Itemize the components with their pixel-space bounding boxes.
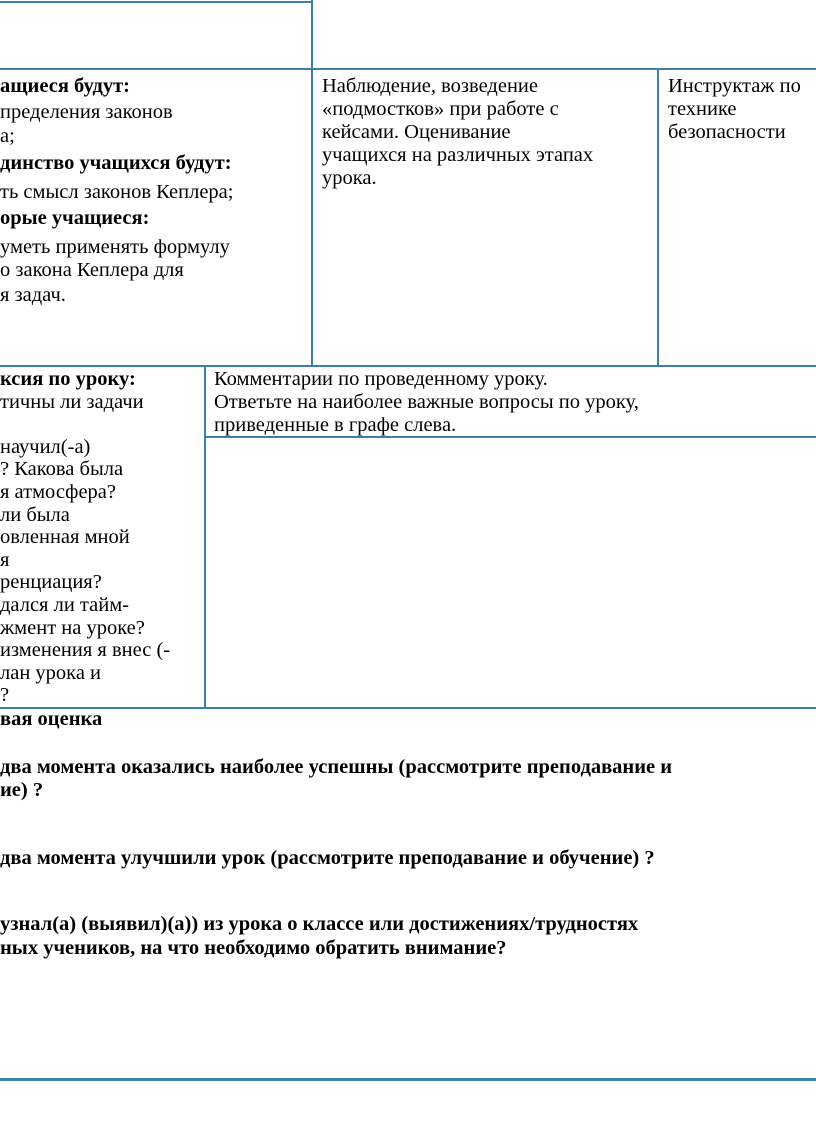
reflection-question-line: научил(-а) xyxy=(0,435,91,458)
reflection-question-line: ксия по уроку: xyxy=(0,368,136,390)
reflection-question-line: я xyxy=(0,548,10,571)
bottom-border xyxy=(0,1078,816,1081)
objective-line: я задач. xyxy=(0,284,66,306)
summary-question-line: два момента оказались наиболее успешны (рассмотрите преподавание и xyxy=(0,756,673,778)
reflection-question-line: тичны ли задачи xyxy=(0,390,144,413)
comment-line: Комментарии по проведенному уроку. xyxy=(214,368,548,390)
reflection-question-line: ли была xyxy=(0,503,70,526)
reflection-question-line: лан урока и xyxy=(0,661,102,684)
objective-line: динство учащихся будут: xyxy=(0,152,232,174)
col-divider-2 xyxy=(657,68,659,367)
col-divider-1 xyxy=(311,0,313,367)
summary-question-line: два момента улучшили урок (рассмотрите преподавание и обучение) ? xyxy=(0,847,655,869)
objective-line: ть смысл законов Кеплера; xyxy=(0,181,234,203)
col-divider-3 xyxy=(204,365,206,709)
reflection-question-line: я атмосфера? xyxy=(0,481,116,503)
reflection-question-line: овленная мной xyxy=(0,526,130,549)
assessment-line: урока. xyxy=(322,167,377,189)
objective-line: ащиеся будут: xyxy=(0,75,130,97)
objective-line: орые учащиеся: xyxy=(0,207,150,229)
reflection-question-line: изменения я внес (- xyxy=(0,639,171,662)
assessment-line: «подмостков» при работе с xyxy=(322,98,559,120)
assessment-line: Наблюдение, возведение xyxy=(322,75,538,97)
summary-question-line: ие) ? xyxy=(0,779,44,801)
reflection-question-line: жмент на уроке? xyxy=(0,616,145,639)
assessment-line: кейсами. Оценивание xyxy=(322,121,511,143)
objective-line: а; xyxy=(0,125,15,147)
assessment-line: учащихся на различных этапах xyxy=(322,144,594,166)
summary-heading: вая оценка xyxy=(0,708,103,730)
comment-line: Ответьте на наиболее важные вопросы по уроку, xyxy=(214,391,639,413)
reflection-question-line: ? xyxy=(0,684,10,707)
row-divider-2 xyxy=(0,365,816,367)
row-divider-1 xyxy=(0,68,816,70)
safety-line: технике xyxy=(668,98,737,120)
summary-question-line: ных учеников, на что необходимо обратить внимание? xyxy=(0,937,507,959)
top-border xyxy=(0,1,313,3)
reflection-question-line: ренциация? xyxy=(0,571,102,594)
row-divider-4 xyxy=(0,707,816,709)
objective-line: о закона Кеплера для xyxy=(0,259,184,281)
reflection-question-line: ? Какова была xyxy=(0,458,124,481)
safety-line: Инструктаж по xyxy=(668,75,801,97)
reflection-question-line: дался ли тайм- xyxy=(0,594,129,616)
summary-question-line: узнал(а) (выявил)(а)) из урока о классе или достижениях/трудностях xyxy=(0,913,639,935)
safety-line: безопасности xyxy=(668,121,786,143)
objective-line: уметь применять формулу xyxy=(0,236,230,258)
objective-line: пределения законов xyxy=(0,101,173,123)
comment-line: приведенные в графе слева. xyxy=(214,414,457,436)
